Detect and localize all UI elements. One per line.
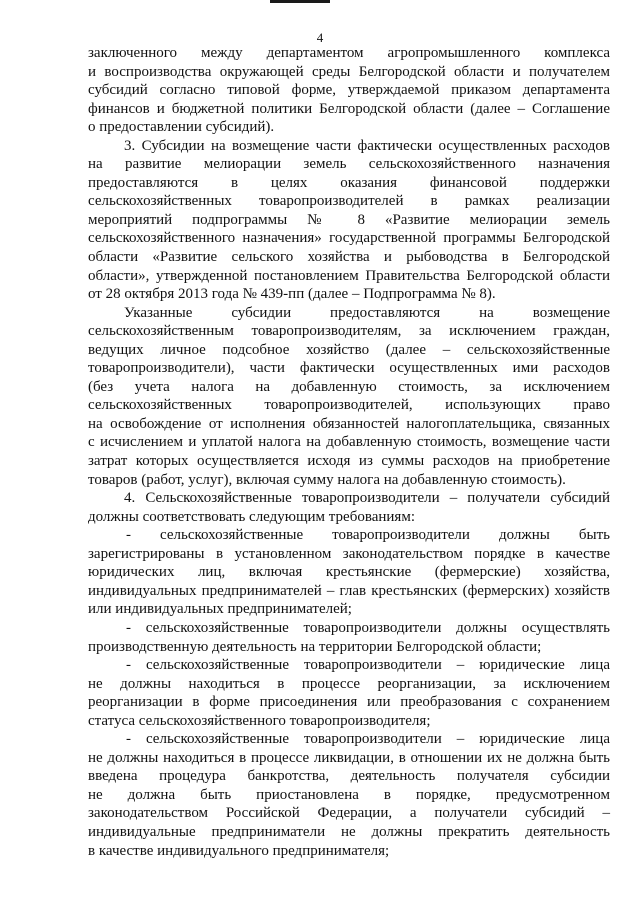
text-line: субсидий согласно типовой форме, утверждаемой приказом департамента — [88, 82, 610, 99]
text-line: сельскохозяйственного назначения» государственной программы Белгородской — [88, 230, 610, 247]
text-line: с исчислением и уплатой налога на добавленную стоимость, возмещение части — [88, 434, 610, 451]
text-line: (без учета налога на добавленную стоимость, за исключением — [88, 378, 610, 395]
text-line: не должны находиться в процессе реорганизации, за исключением — [88, 675, 610, 692]
text-line: затрат которых осуществляется исходя из суммы расходов на приобретение — [88, 453, 610, 470]
page-number: 4 — [316, 30, 324, 45]
text-line: введена процедура банкротства, деятельность получателя субсидии — [88, 768, 610, 785]
text-line: индивидуальных предпринимателей – глав крестьянских (фермерских) хозяйств — [88, 582, 610, 599]
text-line: индивидуальные предприниматели не должны прекратить деятельность — [88, 823, 610, 840]
text-line: ведущих личное подсобное хозяйство (далее – сельскохозяйственные — [88, 341, 610, 358]
text-line: мероприятий подпрограммы № 8 «Развитие мелиорации земель — [88, 211, 610, 228]
text-line: должны соответствовать следующим требованиям: — [88, 508, 415, 525]
text-line: области «Развитие сельского хозяйства и рыбоводства в Белгородской — [88, 249, 610, 266]
text-line: производственную деятельность на территории Белгородской области; — [88, 638, 542, 655]
text-line: не должна быть приостановлена в порядке, предусмотренном — [88, 786, 610, 803]
text-line: заключенного между департаментом агропромышленного комплекса — [88, 45, 610, 61]
text-line: статуса сельскохозяйственного товаропроизводителя; — [88, 712, 431, 729]
text-line: на развитие мелиорации земель сельскохозяйственного назначения — [88, 156, 610, 173]
text-line: - сельскохозяйственные товаропроизводители – юридические лица — [126, 731, 610, 748]
text-line: финансов и бюджетной политики Белгородской области (далее – Соглашение — [88, 100, 610, 117]
text-line: от 28 октября 2013 года № 439-пп (далее – Подпрограмма № 8). — [88, 286, 496, 303]
text-line: юридических лиц, включая крестьянские (фермерские) хозяйства, — [88, 564, 610, 581]
text-line: предоставляются в целях оказания финансовой поддержки — [88, 174, 610, 191]
text-line: не должны находиться в процессе ликвидации, в отношении их не должна быть — [88, 749, 610, 766]
text-line: - сельскохозяйственные товаропроизводители должны осуществлять — [126, 619, 610, 636]
text-line: реорганизации в форме присоединения или преобразования с сохранением — [88, 694, 610, 711]
scan-edge-mark — [270, 0, 330, 3]
text-line: - сельскохозяйственные товаропроизводители должны быть — [126, 527, 610, 544]
text-line: зарегистрированы в установленном законодательством порядке в качестве — [88, 545, 610, 562]
document-body — [88, 44, 610, 860]
text-line: о предоставлении субсидий). — [88, 119, 275, 136]
text-line: сельскохозяйственным товаропроизводителям, за исключением граждан, — [88, 323, 610, 340]
text-line: 4. Сельскохозяйственные товаропроизводители – получатели субсидий — [124, 490, 610, 507]
text-line: сельскохозяйственных товаропроизводителей в рамках реализации — [88, 193, 610, 210]
text-line: законодательством Российской Федерации, а получатели субсидий – — [88, 805, 610, 822]
text-line: Указанные субсидии предоставляются на возмещение — [124, 304, 610, 321]
text-line: или индивидуальных предпринимателей; — [88, 601, 352, 618]
text-line: на освобождение от исполнения обязанностей налогоплательщика, связанных — [88, 415, 610, 432]
text-line: и воспроизводства окружающей среды Белгородской области и получателем — [88, 63, 610, 80]
text-line: сельскохозяйственных товаропроизводителей, использующих право — [88, 397, 610, 414]
text-line: - сельскохозяйственные товаропроизводители – юридические лица — [126, 657, 610, 674]
text-line: в качестве индивидуального предпринимателя; — [88, 842, 390, 859]
text-line: товаропроизводители), части фактически осуществленных ими расходов — [88, 360, 610, 377]
text-line: товаров (работ, услуг), включая сумму налога на добавленную стоимость). — [88, 471, 566, 488]
text-line: 3. Субсидии на возмещение части фактически осуществленных расходов — [124, 137, 610, 154]
text-line: области», утвержденной постановлением Правительства Белгородской области — [88, 267, 610, 284]
